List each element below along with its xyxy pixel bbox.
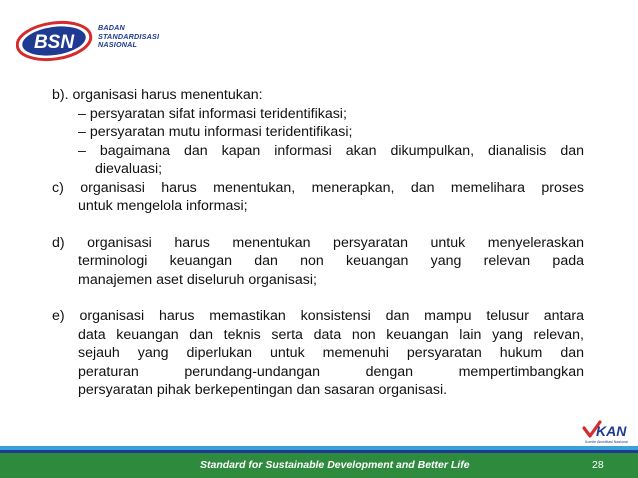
bsn-logo-text <box>98 24 159 50</box>
text-line: dievaluasi; <box>95 161 163 177</box>
text-line: b). organisasi harus menentukan: <box>52 87 263 103</box>
text-line: – persyaratan mutu informasi teridentifikasi; <box>78 124 353 140</box>
text-line: – persyaratan sifat informasi teridentifikasi; <box>78 105 347 122</box>
kan-logo-tagline: Komite Akreditasi Nasional <box>585 440 628 444</box>
text-line: c) organisasi harus menentukan, menerapkan, dan memelihara proses <box>52 179 584 196</box>
bsn-logo-abbr: BSN <box>33 32 75 53</box>
bsn-logo-line-3: NASIONAL <box>98 40 138 50</box>
kan-logo-abbr: KAN <box>596 423 627 439</box>
bsn-logo <box>16 18 176 64</box>
text-line: d) organisasi harus menentukan persyaratan untuk menyeleraskan <box>52 234 584 251</box>
footer-bar <box>0 453 638 478</box>
text-line: e) organisasi harus memastikan konsistensi dan mampu telusur antara <box>52 308 584 324</box>
footer-tagline: Standard for Sustainable Development and Better Life <box>200 459 470 471</box>
text-line: peraturan perundang-undangan dengan mempertimbangkan <box>78 363 584 380</box>
text-line: data keuangan dan teknis serta data non keuangan lain yang relevan, <box>78 326 584 343</box>
kan-logo-icon <box>582 420 634 446</box>
text-line: – bagaimana dan kapan informasi akan dikumpulkan, dianalisis dan <box>78 142 584 159</box>
bsn-logo-line-1: BADAN <box>98 23 125 32</box>
bsn-logo-line-2: STANDARDISASI <box>98 31 160 41</box>
page-number: 28 <box>592 459 604 471</box>
text-line: manajemen aset diseluruh organisasi; <box>78 271 317 288</box>
bsn-logo-icon <box>16 18 94 62</box>
slide-body <box>52 86 584 400</box>
text-line: persyaratan pihak berkepentingan dan sasaran organisasi. <box>78 382 448 398</box>
text-line: untuk mengelola informasi; <box>78 198 248 214</box>
text-line: sejauh yang diperlukan untuk memenuhi persyaratan hukum dan <box>78 345 584 361</box>
text-line: terminologi keuangan dan non keuangan yang relevan pada <box>78 253 584 269</box>
